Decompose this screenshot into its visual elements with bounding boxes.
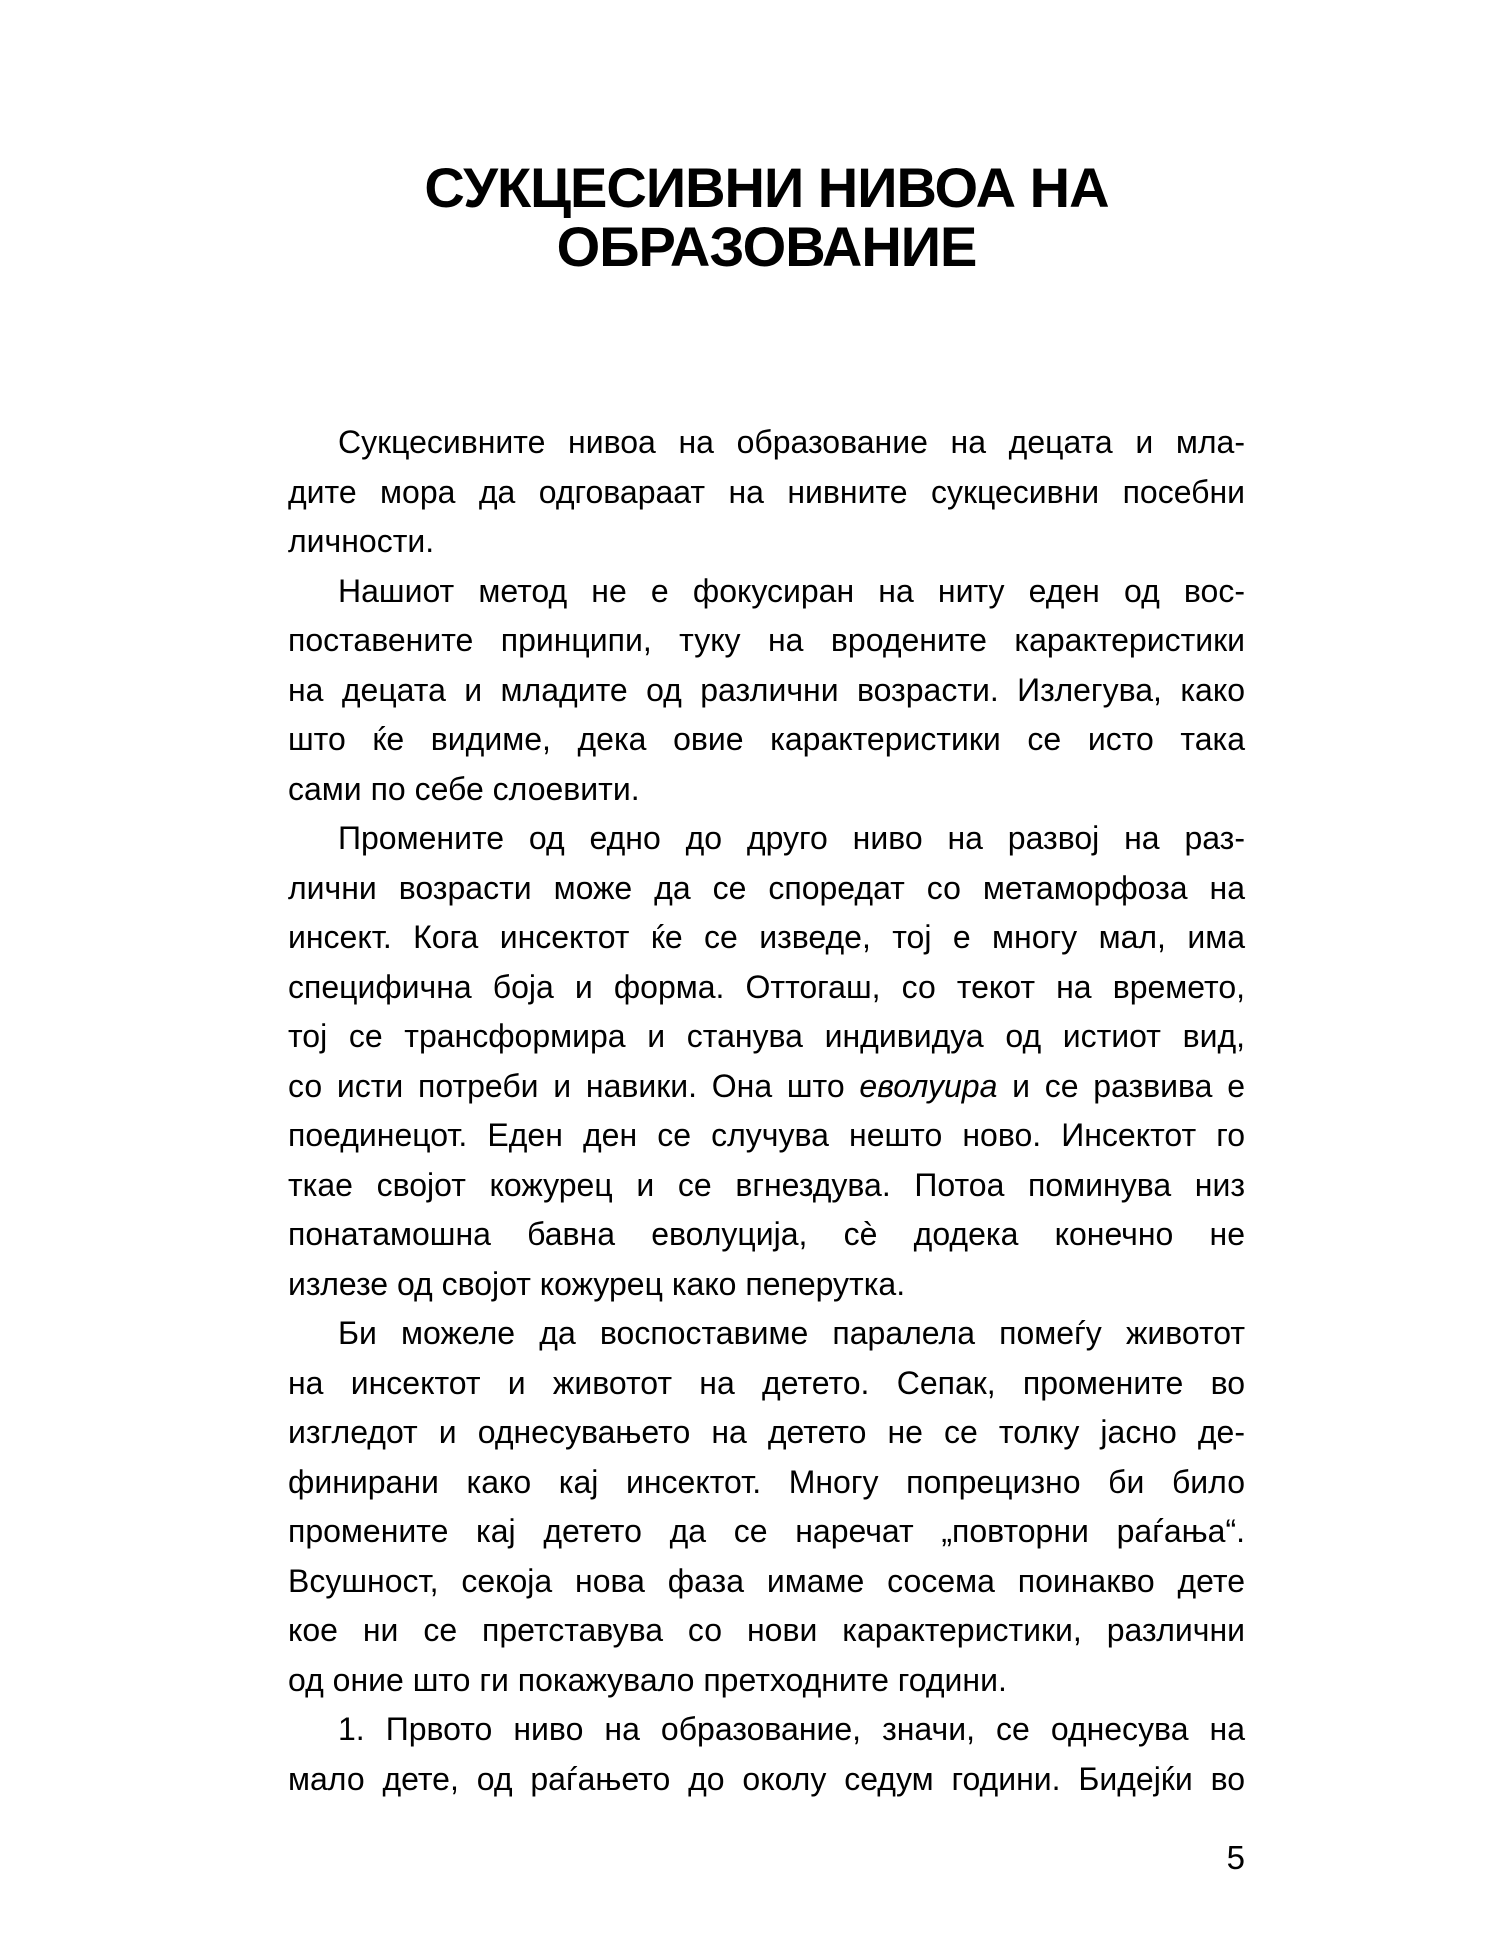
text-line <box>288 1606 1245 1656</box>
text-segment: инсект. Кога инсектот ќе се изведе, тој е многу мал, има <box>288 919 1245 955</box>
page-body <box>288 418 1245 1804</box>
text-segment: кое ни се претставува со нови карактеристики, различни <box>288 1612 1245 1648</box>
text-line <box>288 1111 1245 1161</box>
text-segment: на инсектот и животот на детето. Сепак, промените во <box>288 1364 1245 1401</box>
text-line <box>288 715 1245 765</box>
italic-text: еволуира <box>859 1067 998 1104</box>
page-title-line-2: ОБРАЗОВАНИЕ <box>556 215 977 278</box>
page-number: 5 <box>1226 1839 1245 1876</box>
text-segment: Всушност, секоја нова фаза имаме сосема поинакво дете <box>288 1562 1245 1599</box>
text-line <box>288 1012 1245 1062</box>
text-line <box>288 1755 1245 1805</box>
text-segment: дите мора да одговараат на нивните сукцесивни посебни <box>288 473 1245 510</box>
text-line <box>288 517 1245 567</box>
page-title <box>288 158 1245 276</box>
text-segment: изгледот и однесувањето на детето не се толку јасно де- <box>288 1414 1245 1450</box>
text-segment: личности. <box>288 523 435 559</box>
text-segment: сами по себе слоевити. <box>288 770 640 807</box>
text-segment: тој се трансформира и станува индивидуа од истиот вид, <box>288 1018 1245 1054</box>
text-line <box>288 468 1245 518</box>
text-line <box>288 765 1245 815</box>
text-segment: мало дете, од раѓањето до околу седум години. Бидејќи во <box>288 1760 1245 1797</box>
page-title-line-1: СУКЦЕСИВНИ НИВОА НА <box>424 156 1109 219</box>
text-segment: специфична боја и форма. Оттогаш, со текот на времето, <box>288 968 1245 1005</box>
text-segment: понатамошна бавна еволуција, сѐ додека конечно не <box>288 1216 1245 1252</box>
text-line <box>288 1359 1245 1409</box>
text-segment: на децата и младите од различни возрасти. Излегува, како <box>288 671 1245 708</box>
text-segment: Би можеле да воспоставиме паралела помеѓу животот <box>338 1315 1245 1351</box>
text-segment: 1. Првото ниво на образование, значи, се однесува на <box>338 1711 1245 1747</box>
text-segment: промените кај детето да се наречат „повторни раѓања“. <box>288 1513 1245 1549</box>
text-line <box>288 1408 1245 1458</box>
text-segment: лични возрасти може да се споредат со метаморфоза на <box>288 869 1245 906</box>
text-segment: Сукцесивните нивоа на образование на децата и мла- <box>338 424 1245 460</box>
text-segment: финирани како кај инсектот. Многу попрецизно би било <box>288 1463 1245 1500</box>
text-line <box>288 864 1245 914</box>
text-line <box>288 1062 1245 1112</box>
text-segment: поединецот. Еден ден се случува нешто ново. Инсектот го <box>288 1117 1245 1153</box>
text-line <box>288 567 1245 617</box>
text-segment: излезе од својот кожурец како пеперутка. <box>288 1265 906 1302</box>
text-line <box>288 1161 1245 1211</box>
text-line <box>288 1705 1245 1755</box>
text-segment: што ќе видиме, дека овие карактеристики се исто така <box>288 721 1245 757</box>
text-segment: Нашиот метод не е фокусиран на ниту еден од вос- <box>338 572 1245 609</box>
text-line <box>288 814 1245 864</box>
text-line <box>288 913 1245 963</box>
text-segment: поставените принципи, туку на вродените карактеристики <box>288 622 1245 658</box>
text-segment: со исти потреби и навики. Она што <box>288 1067 860 1104</box>
text-segment: и се развива е <box>997 1067 1246 1104</box>
text-line <box>288 963 1245 1013</box>
text-line <box>288 616 1245 666</box>
text-line <box>288 1309 1245 1359</box>
text-segment: Промените од едно до друго ниво на развој на раз- <box>338 820 1245 856</box>
text-line <box>288 1557 1245 1607</box>
text-line <box>288 1210 1245 1260</box>
text-segment: ткае својот кожурец и се вгнездува. Потоа поминува низ <box>288 1166 1245 1203</box>
text-line <box>288 1458 1245 1508</box>
text-segment: од оние што ги покажувало претходните години. <box>288 1661 1007 1698</box>
text-line <box>288 1507 1245 1557</box>
text-line <box>288 1260 1245 1310</box>
text-line <box>288 418 1245 468</box>
text-line <box>288 1656 1245 1706</box>
text-line <box>288 666 1245 716</box>
